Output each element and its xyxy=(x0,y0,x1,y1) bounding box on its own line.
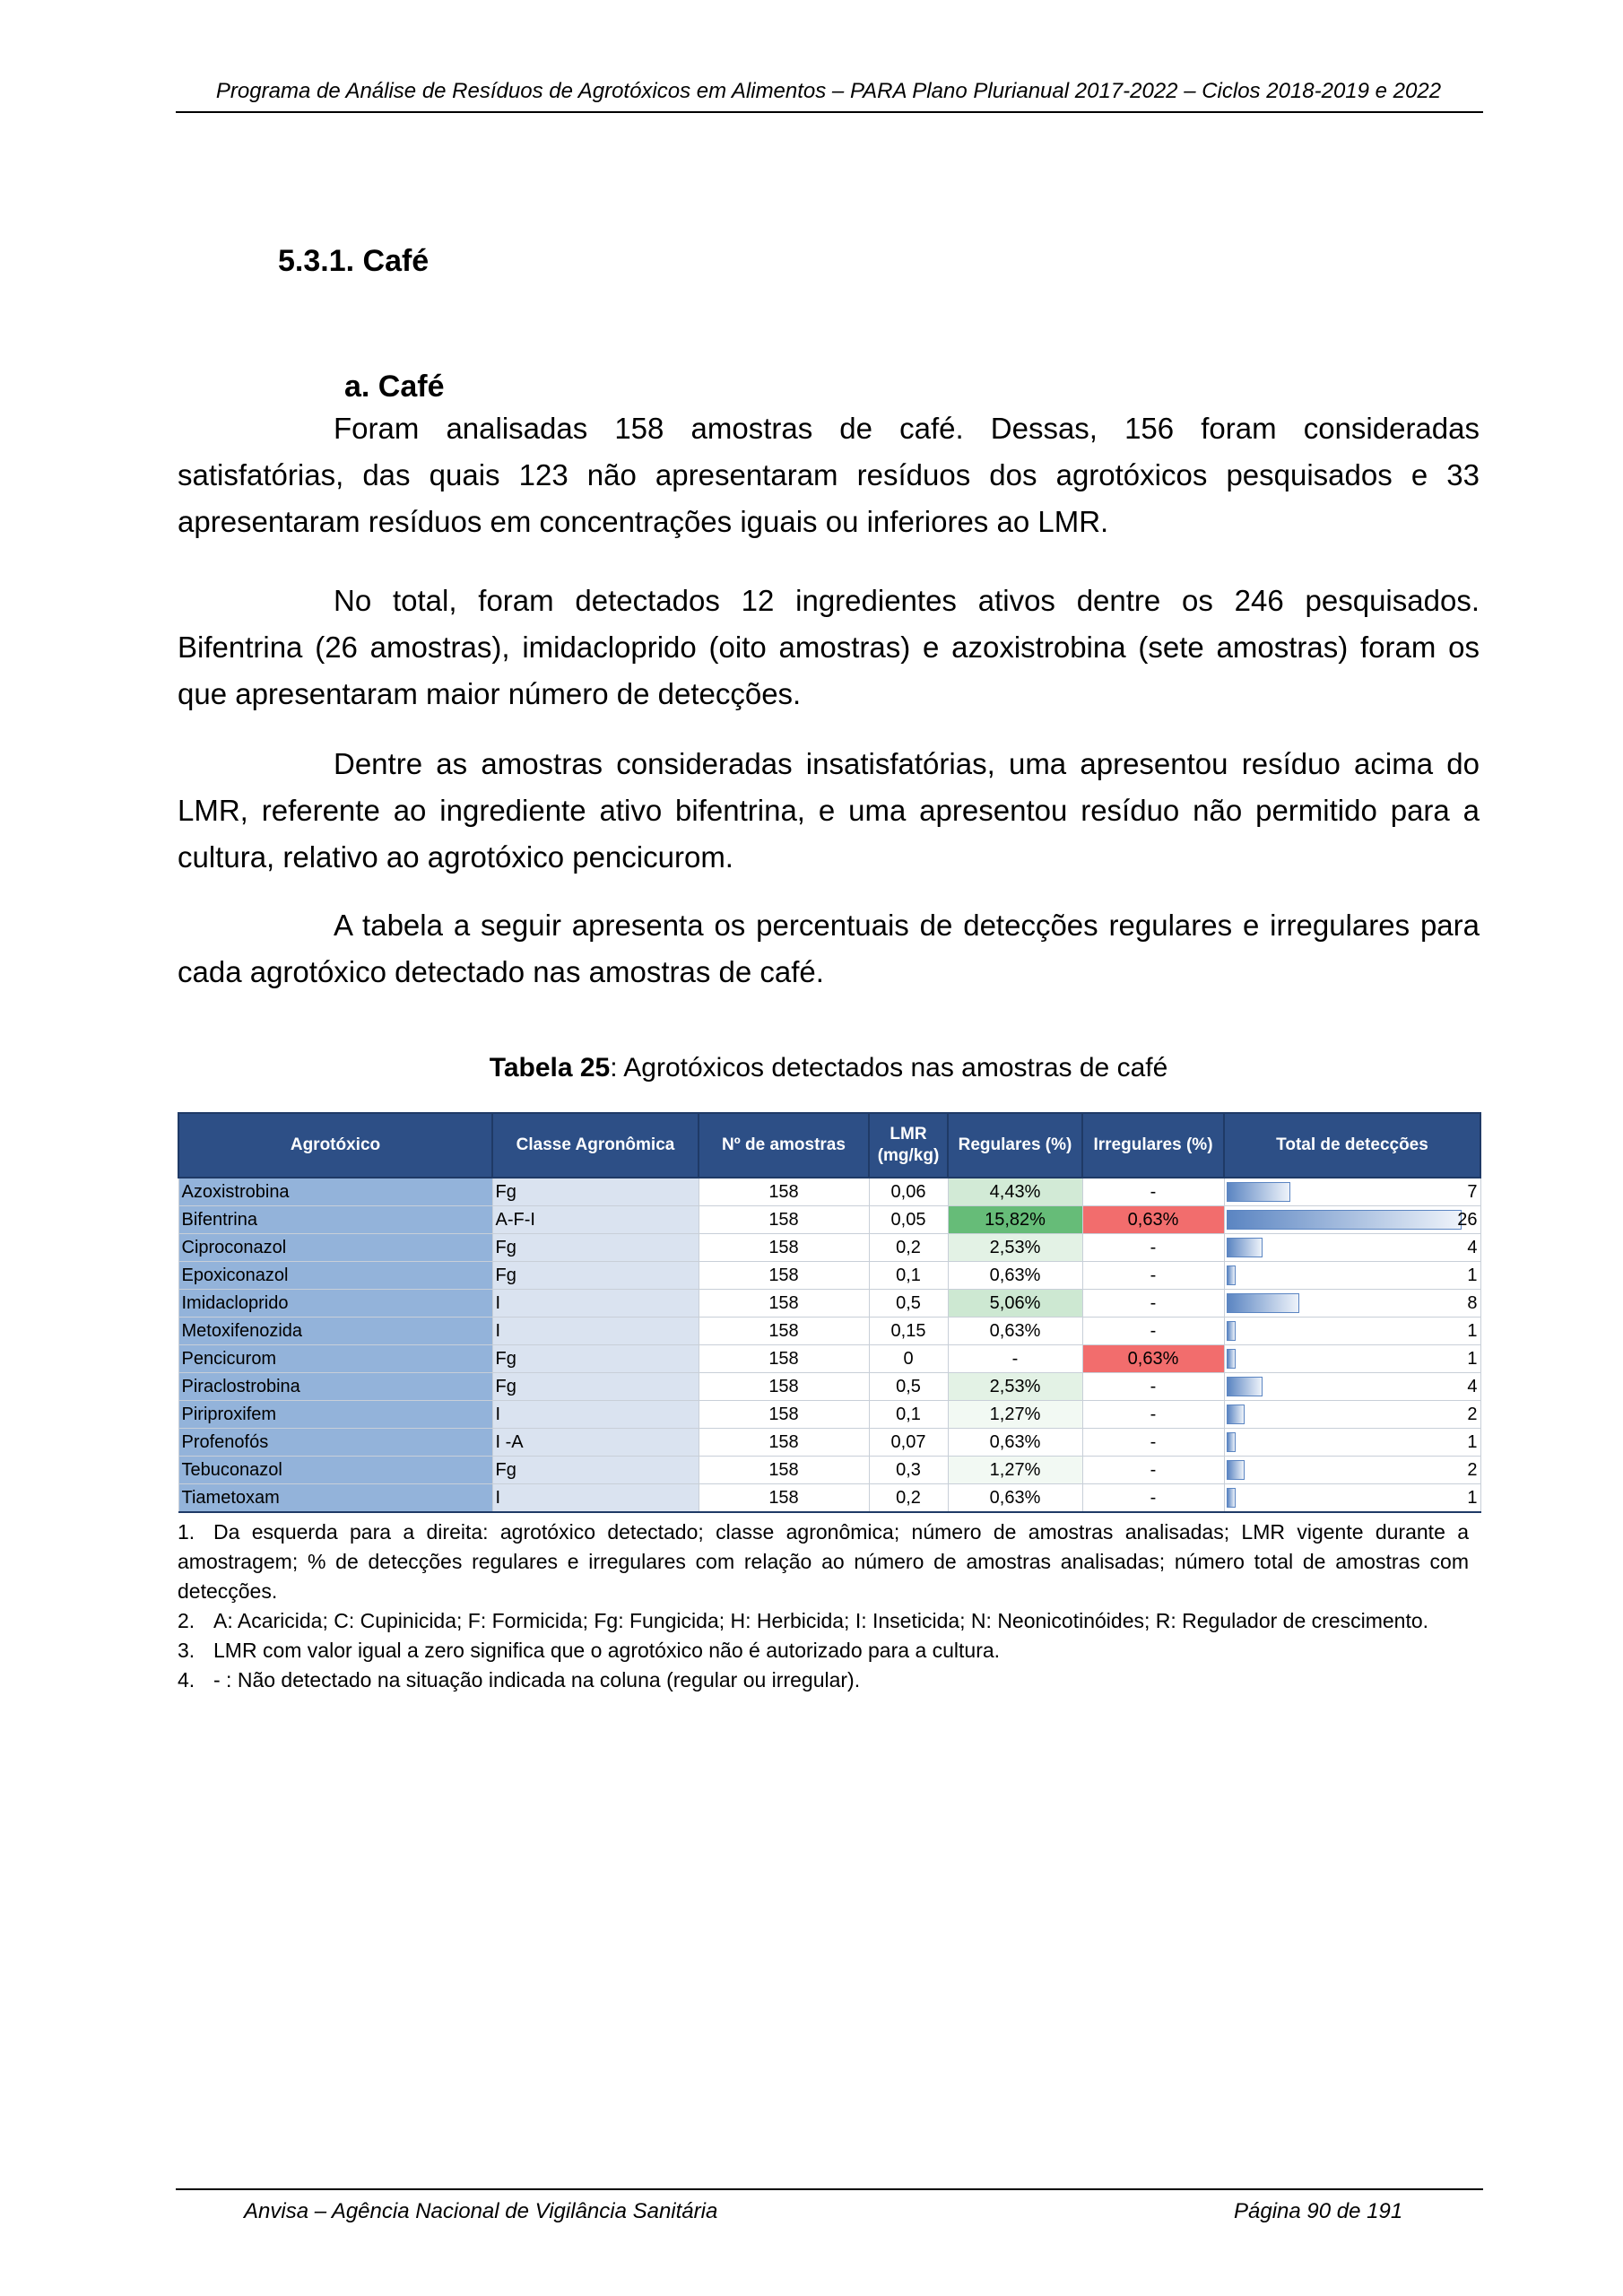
paragraph-1: Foram analisadas 158 amostras de café. Dessas, 156 foram consideradas satisfatórias, das quais 123 não apresentaram resíduos dos agrotóxicos pesquisados e 33 apresentaram resíduos em concentrações iguais ou inferiores ao LMR. xyxy=(178,412,1480,538)
cell-classe: I xyxy=(492,1484,699,1513)
data-bar xyxy=(1227,1460,1245,1480)
header-agrotoxico: Agrotóxico xyxy=(178,1113,492,1178)
cell-amostras: 158 xyxy=(699,1234,869,1262)
cell-regulares: 5,06% xyxy=(948,1290,1082,1318)
cell-classe: I xyxy=(492,1290,699,1318)
cell-classe: Fg xyxy=(492,1345,699,1373)
note-text: Da esquerda para a direita: agrotóxico detectado; classe agronômica; número de amostras analisadas; LMR vigente durante a amostragem; % de detecções regulares e irregulares com relação ao número de amostras analisadas; número total de amostras com detecções. xyxy=(178,1520,1469,1603)
cell-lmr: 0,5 xyxy=(869,1373,948,1401)
note-number: 3. xyxy=(178,1639,195,1662)
data-bar xyxy=(1227,1432,1236,1452)
cell-classe: Fg xyxy=(492,1262,699,1290)
cell-agrotoxico: Piriproxifem xyxy=(178,1401,492,1429)
table-caption xyxy=(178,1053,1480,1083)
cell-agrotoxico: Azoxistrobina xyxy=(178,1178,492,1206)
cell-classe: A-F-I xyxy=(492,1206,699,1234)
cell-regulares: 0,63% xyxy=(948,1318,1082,1345)
cell-lmr: 0,06 xyxy=(869,1178,948,1206)
cell-irregulares: - xyxy=(1082,1290,1224,1318)
cell-lmr: 0,15 xyxy=(869,1318,948,1345)
cell-agrotoxico: Tiametoxam xyxy=(178,1484,492,1513)
cell-classe: I -A xyxy=(492,1429,699,1457)
cell-regulares: 4,43% xyxy=(948,1178,1082,1206)
table-row xyxy=(178,1290,1480,1318)
cell-irregulares: - xyxy=(1082,1401,1224,1429)
cell-amostras: 158 xyxy=(699,1178,869,1206)
footer-rule xyxy=(176,2188,1483,2190)
cell-lmr: 0,1 xyxy=(869,1401,948,1429)
note-text: A: Acaricida; C: Cupinicida; F: Formicida; Fg: Fungicida; H: Herbicida; I: Inseticida; N: Neonicotinóides; R: Regulador de crescimento. xyxy=(213,1609,1429,1632)
header-regulares: Regulares (%) xyxy=(948,1113,1082,1178)
cell-amostras: 158 xyxy=(699,1206,869,1234)
table-row xyxy=(178,1262,1480,1290)
note-number: 4. xyxy=(178,1668,195,1692)
cell-amostras: 158 xyxy=(699,1401,869,1429)
cell-regulares: 2,53% xyxy=(948,1234,1082,1262)
cell-lmr: 0,1 xyxy=(869,1262,948,1290)
cell-irregulares: - xyxy=(1082,1318,1224,1345)
cell-amostras: 158 xyxy=(699,1373,869,1401)
cell-regulares: 1,27% xyxy=(948,1401,1082,1429)
total-value: 7 xyxy=(1467,1182,1478,1202)
cell-total xyxy=(1224,1345,1480,1373)
cell-irregulares: - xyxy=(1082,1178,1224,1206)
table-row xyxy=(178,1234,1480,1262)
cell-irregulares: 0,63% xyxy=(1082,1206,1224,1234)
cell-lmr: 0,05 xyxy=(869,1206,948,1234)
note-3 xyxy=(178,1636,1469,1665)
total-value: 8 xyxy=(1467,1293,1478,1313)
cell-lmr: 0 xyxy=(869,1345,948,1373)
note-1 xyxy=(178,1518,1469,1606)
cell-total xyxy=(1224,1457,1480,1484)
cell-total xyxy=(1224,1206,1480,1234)
cell-amostras: 158 xyxy=(699,1318,869,1345)
cell-amostras: 158 xyxy=(699,1484,869,1513)
data-bar xyxy=(1227,1377,1263,1396)
cell-total xyxy=(1224,1234,1480,1262)
cell-lmr: 0,3 xyxy=(869,1457,948,1484)
data-bar xyxy=(1227,1293,1299,1313)
cell-classe: I xyxy=(492,1401,699,1429)
table-header-row xyxy=(178,1113,1480,1178)
table-row xyxy=(178,1429,1480,1457)
table-row xyxy=(178,1457,1480,1484)
data-bar xyxy=(1227,1182,1290,1202)
header-total: Total de detecções xyxy=(1224,1113,1480,1178)
data-bar xyxy=(1227,1321,1236,1341)
total-value: 4 xyxy=(1467,1238,1478,1257)
table-row xyxy=(178,1178,1480,1206)
table-row xyxy=(178,1401,1480,1429)
header-lmr xyxy=(869,1113,948,1178)
note-4 xyxy=(178,1665,1469,1695)
total-value: 1 xyxy=(1467,1265,1478,1285)
cell-regulares: 0,63% xyxy=(948,1429,1082,1457)
data-bar xyxy=(1227,1238,1263,1257)
cell-agrotoxico: Metoxifenozida xyxy=(178,1318,492,1345)
cell-total xyxy=(1224,1484,1480,1513)
cell-irregulares: - xyxy=(1082,1234,1224,1262)
note-text: - : Não detectado na situação indicada na coluna (regular ou irregular). xyxy=(213,1668,861,1692)
cell-regulares: 0,63% xyxy=(948,1262,1082,1290)
total-value: 2 xyxy=(1467,1460,1478,1480)
cell-irregulares: - xyxy=(1082,1262,1224,1290)
cell-total xyxy=(1224,1401,1480,1429)
cell-agrotoxico: Bifentrina xyxy=(178,1206,492,1234)
cell-agrotoxico: Imidacloprido xyxy=(178,1290,492,1318)
total-value: 1 xyxy=(1467,1432,1478,1452)
cell-total xyxy=(1224,1290,1480,1318)
cell-irregulares: 0,63% xyxy=(1082,1345,1224,1373)
table-row xyxy=(178,1484,1480,1513)
cell-classe: I xyxy=(492,1318,699,1345)
pesticide-table xyxy=(178,1112,1481,1513)
header-rule xyxy=(176,111,1483,113)
table-row xyxy=(178,1318,1480,1345)
data-bar xyxy=(1227,1405,1245,1424)
total-value: 1 xyxy=(1467,1349,1478,1369)
header-lmr-line1: LMR xyxy=(890,1125,927,1144)
cell-total xyxy=(1224,1178,1480,1206)
cell-lmr: 0,5 xyxy=(869,1290,948,1318)
data-bar xyxy=(1227,1265,1236,1285)
cell-classe: Fg xyxy=(492,1373,699,1401)
cell-amostras: 158 xyxy=(699,1290,869,1318)
cell-amostras: 158 xyxy=(699,1345,869,1373)
cell-irregulares: - xyxy=(1082,1373,1224,1401)
cell-regulares: 15,82% xyxy=(948,1206,1082,1234)
data-bar xyxy=(1227,1349,1236,1369)
cell-regulares: 2,53% xyxy=(948,1373,1082,1401)
section-title: 5.3.1. Café xyxy=(278,244,430,278)
cell-irregulares: - xyxy=(1082,1429,1224,1457)
cell-regulares: - xyxy=(948,1345,1082,1373)
cell-agrotoxico: Pencicurom xyxy=(178,1345,492,1373)
cell-agrotoxico: Ciproconazol xyxy=(178,1234,492,1262)
cell-classe: Fg xyxy=(492,1457,699,1484)
cell-agrotoxico: Profenofós xyxy=(178,1429,492,1457)
paragraph-3: Dentre as amostras consideradas insatisfatórias, uma apresentou resíduo acima do LMR, referente ao ingrediente ativo bifentrina, e uma apresentou resíduo não permitido para a cultura, relativo ao agrotóxico pencicurom. xyxy=(178,747,1480,874)
table-row xyxy=(178,1206,1480,1234)
paragraph-2: No total, foram detectados 12 ingredientes ativos dentre os 246 pesquisados. Bifentrina (26 amostras), imidacloprido (oito amostras) e azoxistrobina (sete amostras) foram os que apresentaram maior número de detecções. xyxy=(178,584,1480,710)
cell-total xyxy=(1224,1429,1480,1457)
cell-total xyxy=(1224,1373,1480,1401)
total-value: 2 xyxy=(1467,1405,1478,1424)
table-caption-text: : Agrotóxicos detectados nas amostras de café xyxy=(610,1053,1168,1083)
header-classe: Classe Agronômica xyxy=(492,1113,699,1178)
cell-regulares: 1,27% xyxy=(948,1457,1082,1484)
data-bar xyxy=(1227,1210,1462,1230)
header-irregulares: Irregulares (%) xyxy=(1082,1113,1224,1178)
total-value: 4 xyxy=(1467,1377,1478,1396)
note-2 xyxy=(178,1606,1469,1636)
table-notes xyxy=(178,1518,1469,1695)
cell-regulares: 0,63% xyxy=(948,1484,1082,1513)
cell-lmr: 0,07 xyxy=(869,1429,948,1457)
data-bar xyxy=(1227,1488,1236,1508)
cell-agrotoxico: Tebuconazol xyxy=(178,1457,492,1484)
cell-agrotoxico: Epoxiconazol xyxy=(178,1262,492,1290)
total-value: 1 xyxy=(1467,1321,1478,1341)
total-value: 26 xyxy=(1457,1210,1478,1230)
table-row xyxy=(178,1373,1480,1401)
cell-total xyxy=(1224,1318,1480,1345)
subsection-title: a. Café xyxy=(344,370,445,404)
paragraph-4: A tabela a seguir apresenta os percentuais de detecções regulares e irregulares para cada agrotóxico detectado nas amostras de café. xyxy=(178,909,1480,988)
table-caption-label: Tabela 25 xyxy=(489,1053,611,1083)
header-amostras: Nº de amostras xyxy=(699,1113,869,1178)
page-header: Programa de Análise de Resíduos de Agrotóxicos em Alimentos – PARA Plano Plurianual 2017-2022 – Ciclos 2018-2019 e 2022 xyxy=(215,79,1442,103)
cell-lmr: 0,2 xyxy=(869,1234,948,1262)
cell-agrotoxico: Piraclostrobina xyxy=(178,1373,492,1401)
cell-irregulares: - xyxy=(1082,1457,1224,1484)
cell-lmr: 0,2 xyxy=(869,1484,948,1513)
cell-total xyxy=(1224,1262,1480,1290)
footer-page-number: Página 90 de 191 xyxy=(1234,2199,1403,2223)
cell-classe: Fg xyxy=(492,1178,699,1206)
cell-classe: Fg xyxy=(492,1234,699,1262)
note-text: LMR com valor igual a zero significa que o agrotóxico não é autorizado para a cultura. xyxy=(213,1639,1001,1662)
cell-irregulares: - xyxy=(1082,1484,1224,1513)
footer-agency: Anvisa – Agência Nacional de Vigilância Sanitária xyxy=(244,2199,718,2223)
header-lmr-line2: (mg/kg) xyxy=(877,1146,940,1165)
table-row xyxy=(178,1345,1480,1373)
cell-amostras: 158 xyxy=(699,1457,869,1484)
total-value: 1 xyxy=(1467,1488,1478,1508)
note-number: 1. xyxy=(178,1520,195,1544)
note-number: 2. xyxy=(178,1609,195,1632)
cell-amostras: 158 xyxy=(699,1262,869,1290)
cell-amostras: 158 xyxy=(699,1429,869,1457)
